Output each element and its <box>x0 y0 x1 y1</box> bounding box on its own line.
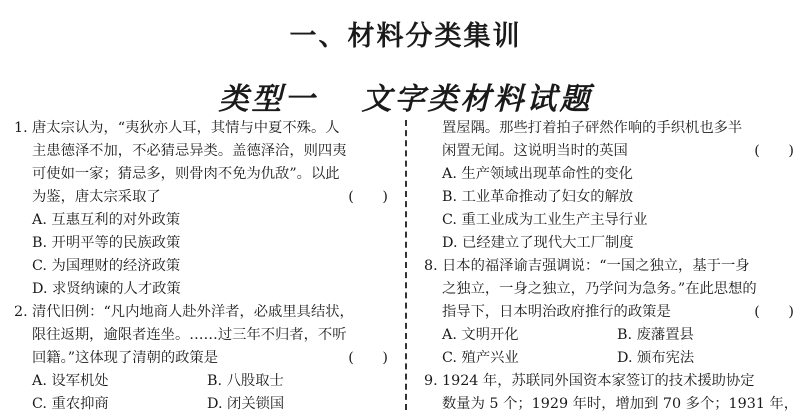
option: B. 废藩置县 <box>617 327 694 343</box>
option: D. 颁布宪法 <box>617 350 695 366</box>
question-text: 清代旧例：“凡内地商人赴外洋者，必戚里具结状， <box>32 304 354 320</box>
answer-blank: ( ) <box>348 189 388 205</box>
right-column <box>424 117 804 416</box>
option: C. 重工业成为工业生产主导行业 <box>442 212 648 228</box>
option: B. 八股取士 <box>207 373 284 389</box>
question-number: 9. <box>424 373 438 389</box>
question-text: 数量为 5 个；1929 年时，增加到 70 多个；1931 年， <box>442 396 799 412</box>
answer-blank: ( ) <box>754 143 794 159</box>
option: D. 求贤纳谏的人才政策 <box>32 281 181 297</box>
question-2 <box>14 301 398 416</box>
section-title: 一、材料分类集训 <box>289 21 522 52</box>
answer-blank: ( ) <box>348 350 388 366</box>
question-text: 主患德泽不加，不必猜忌异类。盖德泽洽，则四夷 <box>32 143 347 159</box>
question-text: 回籍。”这体现了清朝的政策是 <box>32 350 219 366</box>
option: C. 殖产兴业 <box>442 350 519 366</box>
question-text: 为鉴，唐太宗采取了 <box>32 189 161 205</box>
option: A. 文明开化 <box>442 327 519 343</box>
question-7-continuation <box>424 117 804 255</box>
option: A. 设军机处 <box>32 373 109 389</box>
option: B. 开明平等的民族政策 <box>32 235 181 251</box>
question-text: 指导下，日本明治政府推行的政策是 <box>442 304 671 320</box>
left-column <box>14 117 398 416</box>
question-text: 1924 年，苏联同外国资本家签订的技术援助协定 <box>442 373 755 389</box>
question-text: 日本的福泽谕吉强调说：“一国之独立，基于一身 <box>442 258 750 274</box>
type-title-part1: 类型一 <box>218 82 318 117</box>
type-title <box>0 74 811 118</box>
option: D. 闭关锁国 <box>207 396 285 412</box>
question-text: 置屋隅。那些打着拍子砰然作响的手织机也多半 <box>442 120 743 136</box>
answer-blank: ( ) <box>754 304 794 320</box>
question-text: 之独立，一身之独立，乃学问为急务。”在此思想的 <box>442 281 757 297</box>
column-divider <box>405 120 407 410</box>
question-9 <box>424 370 804 416</box>
option: A. 生产领域出现革命性的变化 <box>442 166 633 182</box>
option: D. 已经建立了现代大工厂制度 <box>442 235 634 251</box>
option: B. 工业革命推动了妇女的解放 <box>442 189 634 205</box>
type-title-part2: 文字类材料试题 <box>361 82 593 117</box>
question-8 <box>424 255 804 370</box>
question-text: 可使如一家；猜忌多，则骨肉不免为仇敌”。以此 <box>32 166 340 182</box>
question-text: 闲置无闻。这说明当时的英国 <box>442 143 628 159</box>
option: C. 重农抑商 <box>32 396 109 412</box>
question-text: 限往返期，逾限者连坐。……过三年不归者，不听 <box>32 327 347 343</box>
option: A. 互惠互利的对外政策 <box>32 212 181 228</box>
question-text: 唐太宗认为，“夷狄亦人耳，其情与中夏不殊。人 <box>32 120 340 136</box>
question-1 <box>14 117 398 301</box>
question-number: 8. <box>424 258 438 274</box>
question-number: 1. <box>14 120 28 136</box>
question-number: 2. <box>14 304 28 320</box>
option: C. 为国理财的经济政策 <box>32 258 181 274</box>
